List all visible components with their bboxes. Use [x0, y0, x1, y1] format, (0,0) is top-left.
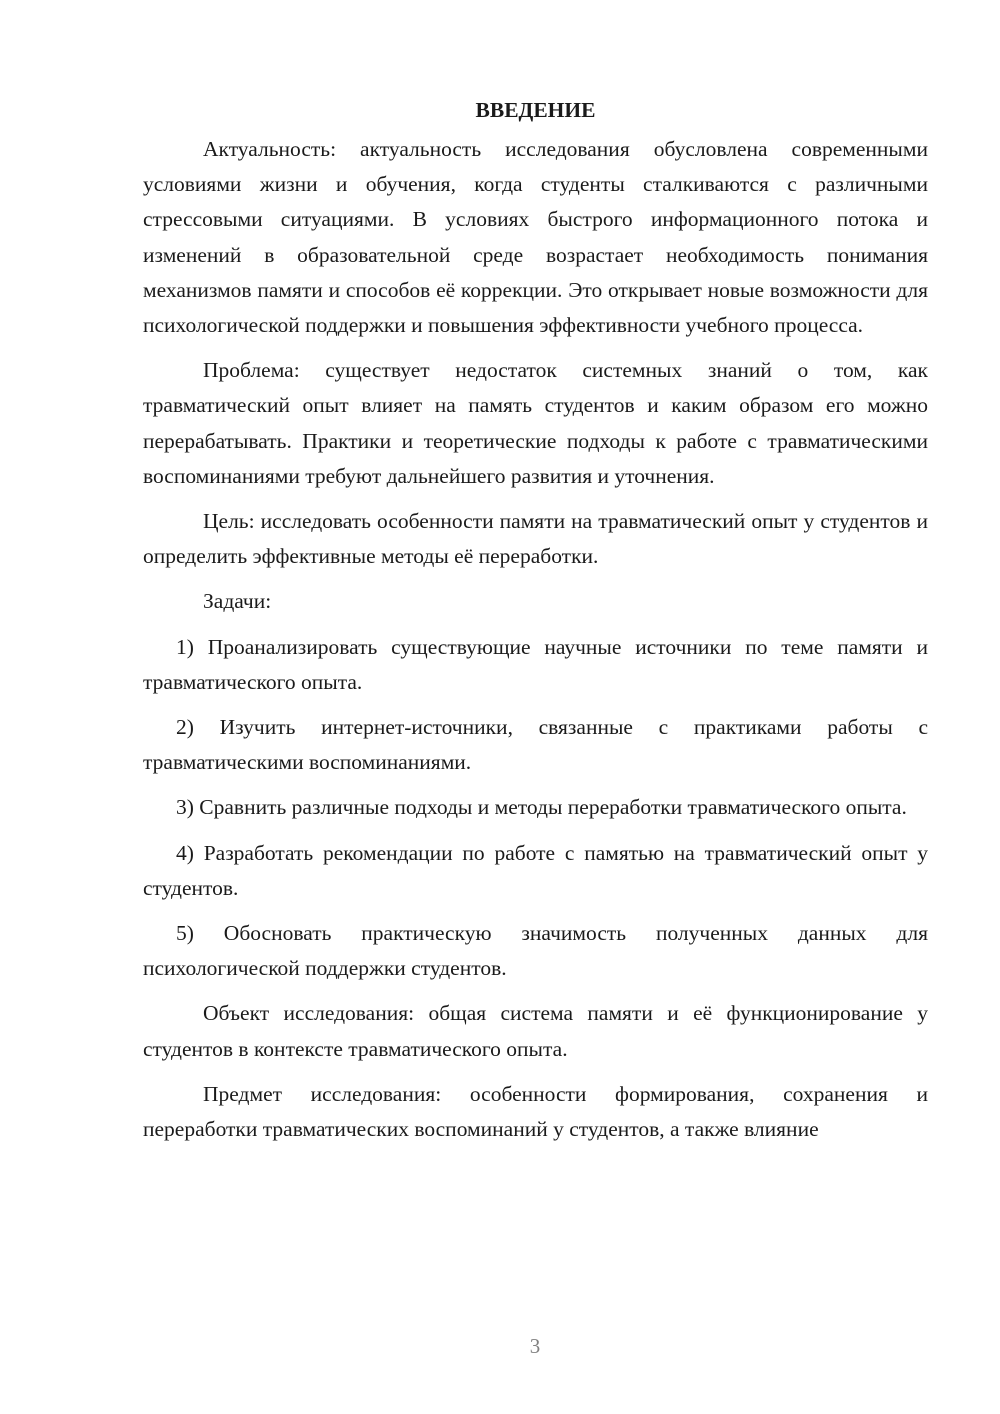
page-number: 3 [529, 1334, 541, 1358]
problem-paragraph: Проблема: существует недостаток системных знаний о том, как травматический опыт влияет на память студентов и каким образом его можно перерабатывать. Практики и теоретические подходы к работе с травматическими воспоминаниями требуют дальнейшего развития и уточнения. [143, 358, 928, 488]
task-item: 3) Сравнить различные подходы и методы переработки травматического опыта. [176, 795, 907, 820]
task-item: 1) Проанализировать существующие научные источники по теме памяти и травматического опыта. [143, 634, 928, 694]
subject-paragraph: Предмет исследования: особенности формирования, сохранения и переработки травматических воспоминаний у студентов, а также влияние [143, 1081, 928, 1142]
document-page [143, 96, 928, 1157]
task-item: 4) Разработать рекомендации по работе с памятью на травматический опыт у студентов. [143, 840, 928, 900]
tasks-heading: Задачи: [203, 589, 272, 614]
object-paragraph: Объект исследования: общая система памяти и её функционирование у студентов в контексте травматического опыта. [143, 1001, 928, 1061]
task-item: 5) Обосновать практическую значимость полученных данных для психологической поддержки студентов. [143, 921, 928, 981]
section-title: ВВЕДЕНИЕ [475, 98, 596, 122]
relevance-paragraph: Актуальность: актуальность исследования обусловлена современными условиями жизни и обучения, когда студенты сталкиваются с различными стрессовыми ситуациями. В условиях быстрого информационного потока и изменений в образовательной среде возрастает необходимость понимания механизмов памяти и способов её коррекции. Это открывает новые возможности для психологической поддержки и повышения эффективности учебного процесса. [143, 137, 928, 338]
goal-paragraph: Цель: исследовать особенности памяти на травматический опыт у студентов и определить эффективные методы её переработки. [143, 509, 928, 569]
task-item: 2) Изучить интернет-источники, связанные с практиками работы с травматическими воспоминаниями. [143, 715, 928, 775]
